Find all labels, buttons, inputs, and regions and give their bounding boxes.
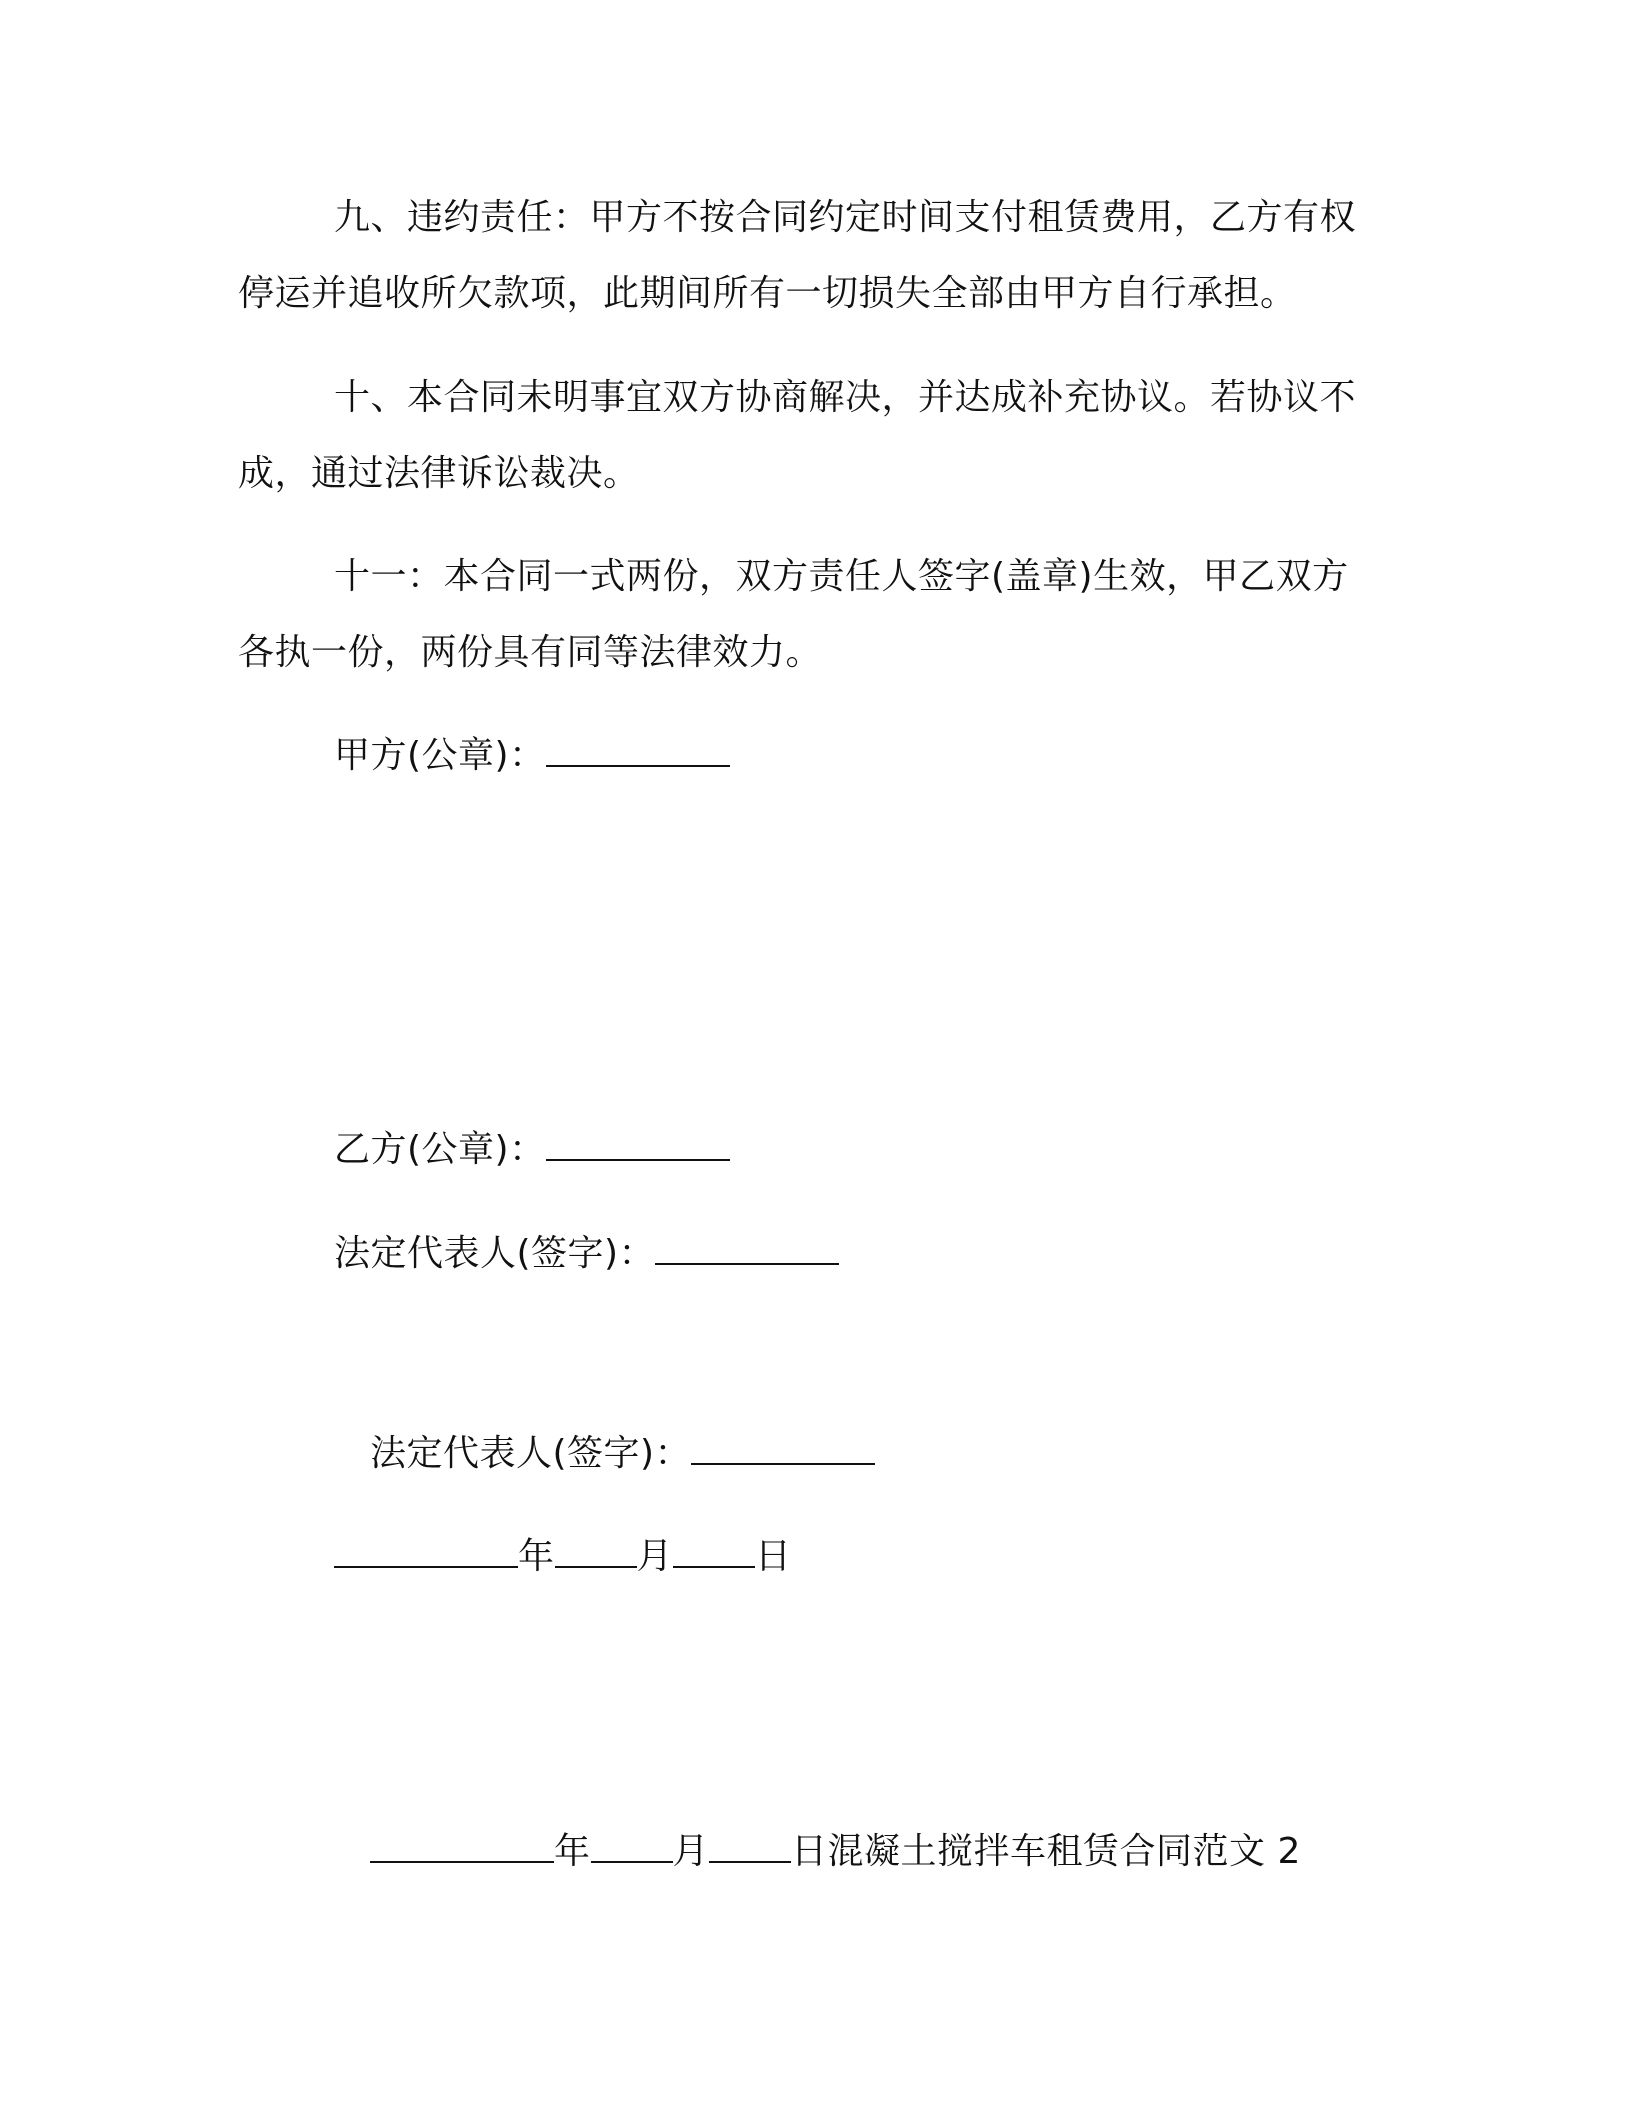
clause-10-line-1: 十、本合同未明事宜双方协商解决，并达成补充协议。若协议不 (334, 377, 1357, 418)
date-line (334, 1535, 792, 1579)
next-contract-title (370, 1830, 1301, 1874)
clause-9-line-2: 停运并追收所欠款项，此期间所有一切损失全部由甲方自行承担。 (238, 273, 1297, 314)
party-b-blank[interactable] (546, 1129, 730, 1161)
legal-rep-1-signature-line (334, 1232, 839, 1276)
legal-rep-2-blank[interactable] (691, 1433, 875, 1465)
title-text: 日混凝土搅拌车租赁合同范文 2 (791, 1831, 1301, 1872)
legal-rep-1-label: 法定代表人(签字)： (334, 1233, 656, 1274)
day-label: 日 (755, 1536, 792, 1577)
clause-11-line-1: 十一：本合同一式两份，双方责任人签字(盖章)生效，甲乙双方 (334, 556, 1349, 597)
title-year-label: 年 (554, 1831, 591, 1872)
party-a-label: 甲方(公章)： (334, 735, 546, 776)
clause-11-line-2: 各执一份，两份具有同等法律效力。 (238, 632, 823, 673)
year-label: 年 (518, 1536, 555, 1577)
clause-10-line-2: 成，通过法律诉讼裁决。 (238, 453, 640, 494)
legal-rep-1-blank[interactable] (655, 1233, 839, 1265)
title-month-blank[interactable] (591, 1831, 673, 1863)
legal-rep-2-signature-line (370, 1432, 875, 1476)
month-label: 月 (636, 1536, 674, 1577)
party-b-signature-line (334, 1128, 730, 1172)
day-blank[interactable] (673, 1536, 755, 1568)
party-a-blank[interactable] (546, 735, 730, 767)
clause-9-line-1: 九、违约责任：甲方不按合同约定时间支付租赁费用，乙方有权 (334, 197, 1357, 238)
month-blank[interactable] (555, 1536, 637, 1568)
title-month-label: 月 (672, 1831, 710, 1872)
party-a-signature-line (334, 734, 730, 778)
party-b-label: 乙方(公章)： (334, 1129, 546, 1170)
title-year-blank[interactable] (370, 1831, 554, 1863)
title-day-blank[interactable] (709, 1831, 791, 1863)
year-blank[interactable] (334, 1536, 518, 1568)
legal-rep-2-label: 法定代表人(签字)： (370, 1433, 692, 1474)
